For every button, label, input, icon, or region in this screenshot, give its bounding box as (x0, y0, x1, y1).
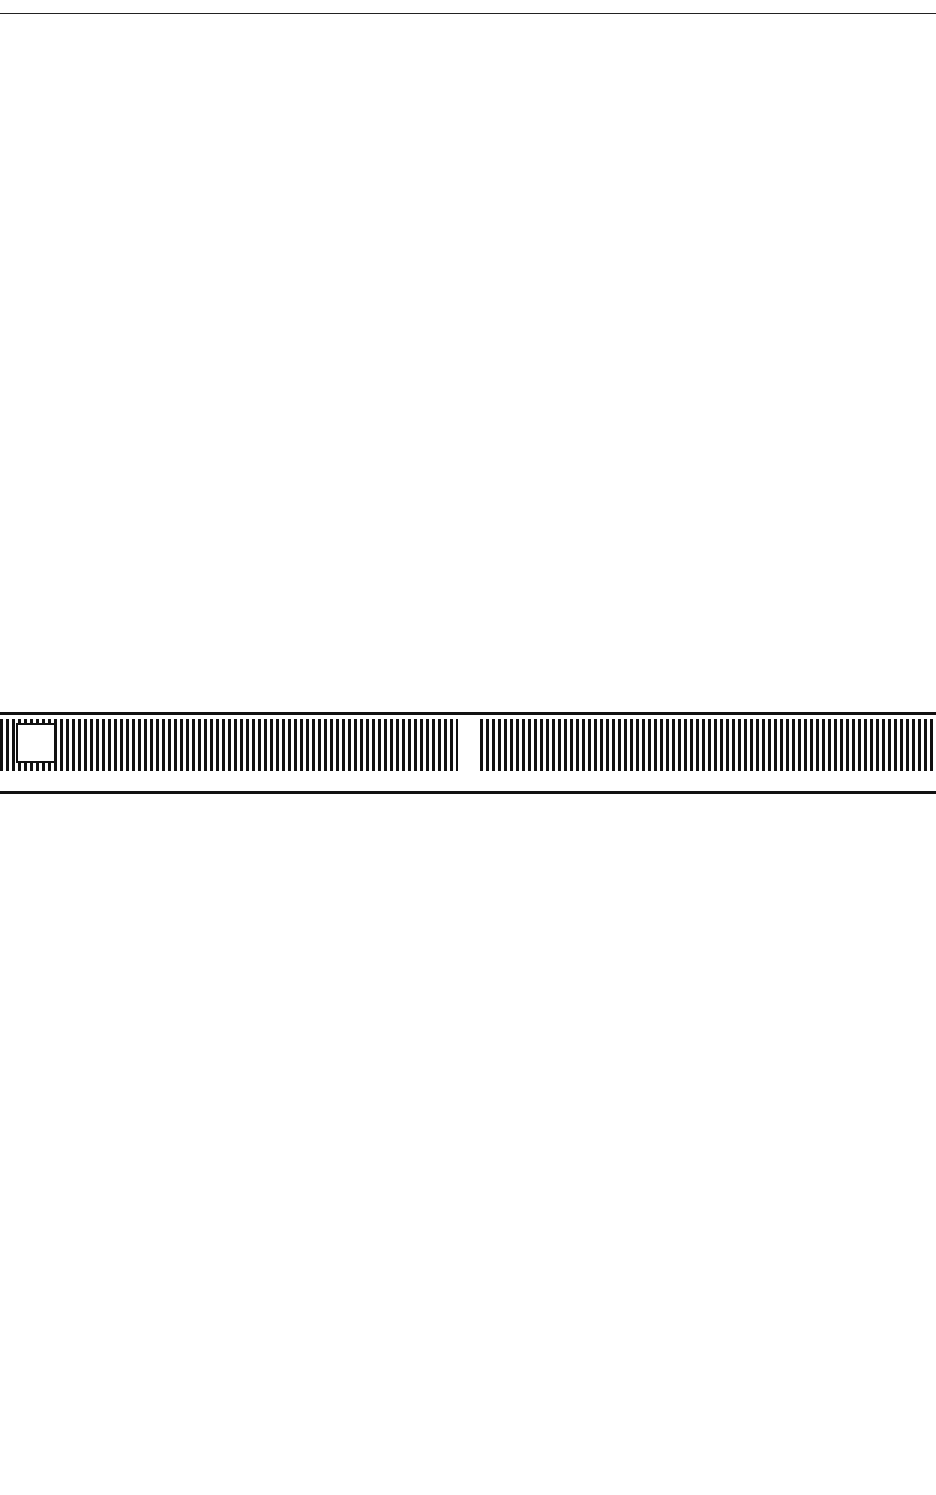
help-wanted-section (0, 16, 936, 706)
page-masthead (0, 0, 936, 14)
banner-title (0, 719, 936, 773)
service-guide-section (0, 800, 936, 1490)
home-service-guide-banner (0, 712, 936, 794)
